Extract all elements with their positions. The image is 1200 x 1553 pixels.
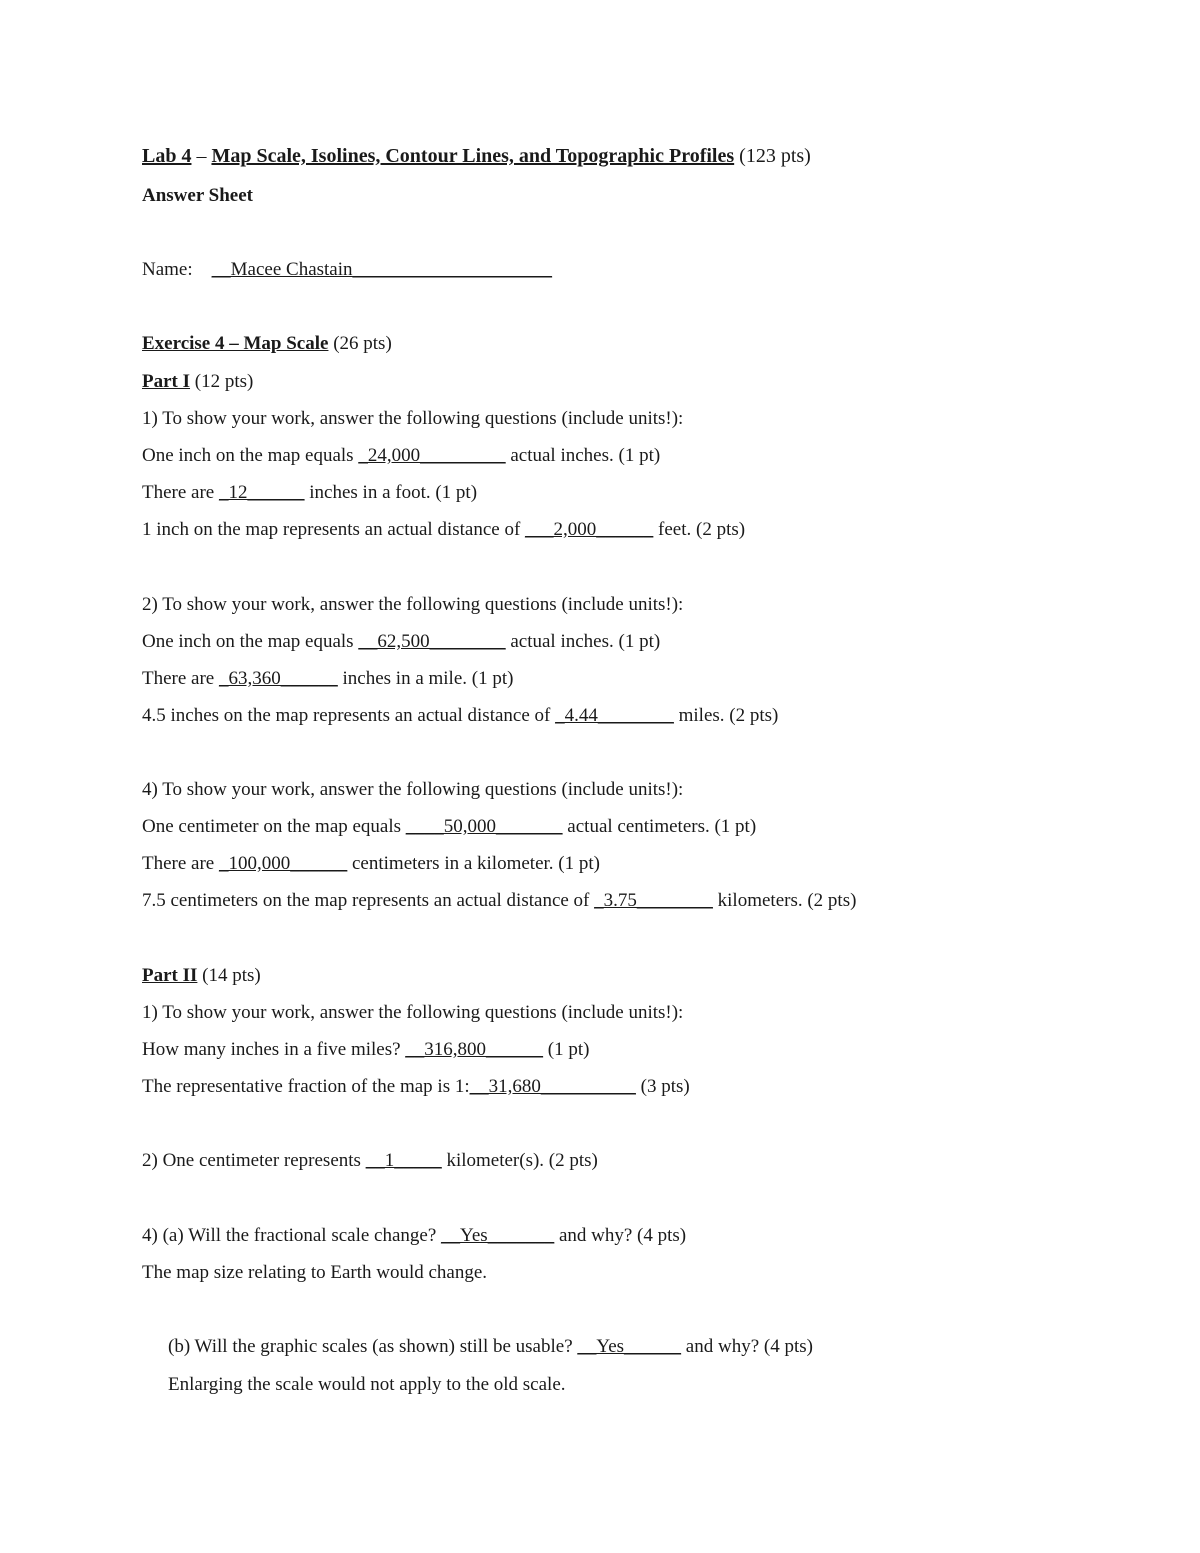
question-text: One inch on the map equals	[142, 631, 359, 652]
part2-heading	[142, 964, 261, 988]
part1-q1-line-a	[142, 444, 660, 468]
question-text: The representative fraction of the map is 1:	[142, 1076, 470, 1097]
answer-blank: __316,800______	[405, 1039, 544, 1060]
question-text: and why? (4 pts)	[681, 1336, 813, 1357]
lab-number: Lab 4	[142, 145, 192, 167]
answer-blank: _24,000_________	[358, 445, 506, 466]
part1-title: Part I	[142, 371, 191, 392]
question-text: 7.5 centimeters on the map represents an actual distance of	[142, 890, 595, 911]
exercise-points: (26 pts)	[328, 333, 392, 354]
answer-blank: __Yes_______	[441, 1225, 555, 1246]
part2-q1-line-a	[142, 1038, 589, 1062]
part1-q2-intro: 2) To show your work, answer the following questions (include units!):	[142, 594, 684, 615]
question-text: (1 pt)	[543, 1039, 590, 1060]
answer-blank: _3.75________	[594, 890, 713, 911]
question-text: actual inches. (1 pt)	[505, 445, 661, 466]
name-row	[142, 258, 552, 282]
part2-title: Part II	[142, 965, 198, 986]
part2-q1-line-b	[142, 1075, 690, 1099]
question-text: actual inches. (1 pt)	[505, 631, 661, 652]
answer-blank: _12______	[219, 482, 305, 503]
lab-topic: Map Scale, Isolines, Contour Lines, and Topographic Profiles	[211, 145, 735, 167]
question-text: How many inches in a five miles?	[142, 1039, 406, 1060]
name-value: __Macee Chastain_____________________	[211, 259, 553, 280]
answer-blank: __31,680__________	[469, 1076, 636, 1097]
part1-q2-line-a	[142, 630, 660, 654]
question-text: miles. (2 pts)	[673, 705, 779, 726]
part1-q1-line-c	[142, 518, 745, 542]
question-text: One centimeter on the map equals	[142, 816, 406, 837]
answer-blank: _100,000______	[219, 853, 348, 874]
question-text: (b) Will the graphic scales (as shown) still be usable?	[168, 1336, 578, 1357]
answer-blank: _4.44________	[555, 705, 674, 726]
question-text: 2) One centimeter represents	[142, 1150, 366, 1171]
question-text: centimeters in a kilometer. (1 pt)	[347, 853, 600, 874]
part1-q1-line-b	[142, 481, 477, 505]
name-label: Name:	[142, 259, 212, 280]
question-text: actual centimeters. (1 pt)	[562, 816, 757, 837]
answer-sheet-subtitle: Answer Sheet	[142, 185, 254, 206]
part2-q4b-reason: Enlarging the scale would not apply to the old scale.	[168, 1374, 566, 1395]
title-points: (123 pts)	[734, 145, 811, 167]
answer-blank: __Yes______	[577, 1336, 682, 1357]
part1-q4-line-c	[142, 889, 856, 913]
part1-heading	[142, 370, 253, 394]
question-text: 4) (a) Will the fractional scale change?	[142, 1225, 442, 1246]
answer-blank: ____50,000_______	[405, 816, 563, 837]
part2-points: (14 pts)	[197, 965, 261, 986]
part1-q4-intro: 4) To show your work, answer the following questions (include units!):	[142, 779, 684, 800]
part1-q1-intro: 1) To show your work, answer the following questions (include units!):	[142, 408, 684, 429]
answer-blank: __1_____	[365, 1150, 442, 1171]
part1-points: (12 pts)	[190, 371, 254, 392]
question-text: kilometer(s). (2 pts)	[441, 1150, 598, 1171]
question-text: 1 inch on the map represents an actual distance of	[142, 519, 526, 540]
question-text: 4.5 inches on the map represents an actual distance of	[142, 705, 556, 726]
answer-blank: ___2,000______	[525, 519, 654, 540]
question-text: (3 pts)	[635, 1076, 690, 1097]
question-text: One inch on the map equals	[142, 445, 359, 466]
answer-blank: __62,500________	[358, 631, 506, 652]
question-text: There are	[142, 482, 219, 503]
part2-q2-line	[142, 1149, 598, 1173]
part2-q4a-reason: The map size relating to Earth would change.	[142, 1262, 488, 1283]
question-text: and why? (4 pts)	[554, 1225, 687, 1246]
part1-q2-line-c	[142, 704, 778, 728]
title-dash: –	[191, 145, 212, 167]
part1-q4-line-b	[142, 852, 600, 876]
part2-q1-intro: 1) To show your work, answer the following questions (include units!):	[142, 1002, 684, 1023]
answer-blank: _63,360______	[219, 668, 338, 689]
part1-q2-line-b	[142, 667, 513, 691]
question-text: feet. (2 pts)	[653, 519, 746, 540]
question-text: inches in a mile. (1 pt)	[337, 668, 514, 689]
exercise-title: Exercise 4 – Map Scale	[142, 333, 329, 354]
part2-q4b-line	[168, 1335, 813, 1359]
part2-q4a-line	[142, 1224, 686, 1248]
document-title	[142, 144, 811, 168]
question-text: There are	[142, 853, 219, 874]
part1-q4-line-a	[142, 815, 756, 839]
question-text: kilometers. (2 pts)	[712, 890, 857, 911]
question-text: inches in a foot. (1 pt)	[304, 482, 478, 503]
exercise-heading	[142, 332, 392, 356]
question-text: There are	[142, 668, 219, 689]
